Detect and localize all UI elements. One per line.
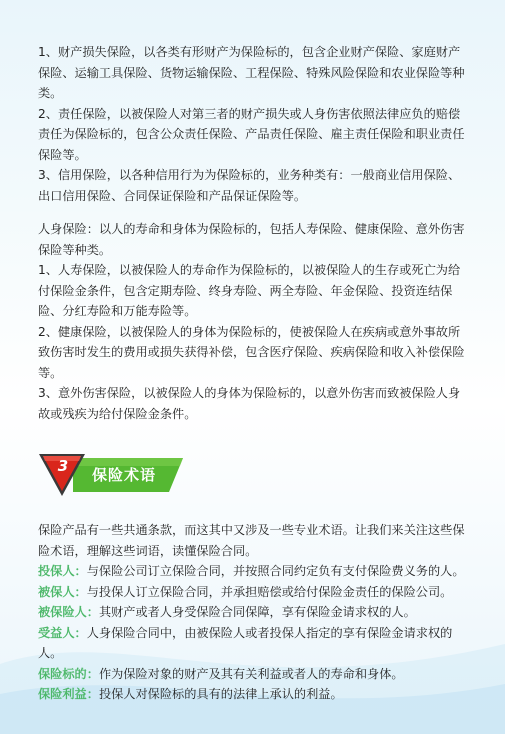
term-label: 受益人： [38, 625, 87, 640]
term-definition: 人身保险合同中，由被保险人或者投保人指定的享有保险金请求权的人。 [38, 625, 453, 660]
term-definition: 作为保险对象的财产及其有关利益或者人的寿命和身体。 [98, 666, 404, 681]
section-badge [37, 452, 187, 498]
term-row [38, 582, 470, 603]
personal-item-1: 1、人寿保险，以被保险人的寿命作为保险标的，以被保险人的生存或死亡为给付保险金条件，包含定期寿险、终身寿险、两全寿险、年金保险、投资连结保险、分红寿险和万能寿险等。 [38, 263, 461, 318]
term-label: 被保人： [38, 584, 87, 599]
badge-number: 3 [57, 457, 69, 475]
property-item-2: 2、责任保险，以被保险人对第三者的财产损失或人身伤害依照法律应负的赔偿责任为保险标的，包含公众责任保险、产品责任保险、雇主责任保险和职业责任保险等。 [38, 106, 465, 162]
term-label: 保险利益： [38, 687, 99, 701]
personal-intro: 人身保险：以人的寿命和身体为保险标的，包括人寿保险、健康保险、意外伤害保险等种类。 [38, 222, 465, 257]
term-row [38, 623, 470, 664]
property-insurance-section [38, 42, 470, 206]
term-row [38, 602, 470, 623]
term-label: 被保险人： [38, 605, 99, 619]
term-definition: 与投保人订立保险合同，并承担赔偿或给付保险金责任的保险公司。 [86, 584, 453, 599]
personal-insurance-section [38, 219, 470, 424]
insurance-terms-section [38, 520, 470, 705]
term-row [38, 561, 470, 582]
property-item-1: 1、财产损失保险，以各类有形财产为保险标的，包含企业财产保险、家庭财产保险、运输工具保险、货物运输保险、工程保险、特殊风险保险和农业保险等种类。 [38, 45, 465, 100]
badge-title: 保险术语 [92, 466, 157, 484]
term-definition: 其财产或者人身受保险合同保障，享有保险金请求权的人。 [98, 605, 416, 619]
term-label: 保险标的： [38, 666, 99, 681]
term-definition: 投保人对保险标的具有的法律上承认的利益。 [98, 687, 343, 701]
personal-item-3: 3、意外伤害保险，以被保险人的身体为保险标的，以意外伤害而致被保险人身故或残疾为给付保险金条件。 [38, 386, 461, 421]
term-row [38, 684, 470, 705]
term-label: 投保人： [38, 564, 87, 578]
personal-item-2: 2、健康保险，以被保险人的身体为保险标的，使被保险人在疾病或意外事故所致伤害时发生的费用或损失获得补偿，包含医疗保险、疾病保险和收入补偿保险等。 [38, 324, 465, 380]
property-item-3: 3、信用保险，以各种信用行为为保险标的，业务种类有：一般商业信用保险、出口信用保险、合同保证保险和产品保证保险等。 [38, 168, 461, 203]
terms-intro: 保险产品有一些共通条款，而这其中又涉及一些专业术语。让我们来关注这些保险术语，理解这些词语，读懂保险合同。 [38, 523, 465, 558]
term-definition: 与保险公司订立保险合同，并按照合同约定负有支付保险费义务的人。 [86, 564, 465, 578]
term-row [38, 664, 470, 685]
